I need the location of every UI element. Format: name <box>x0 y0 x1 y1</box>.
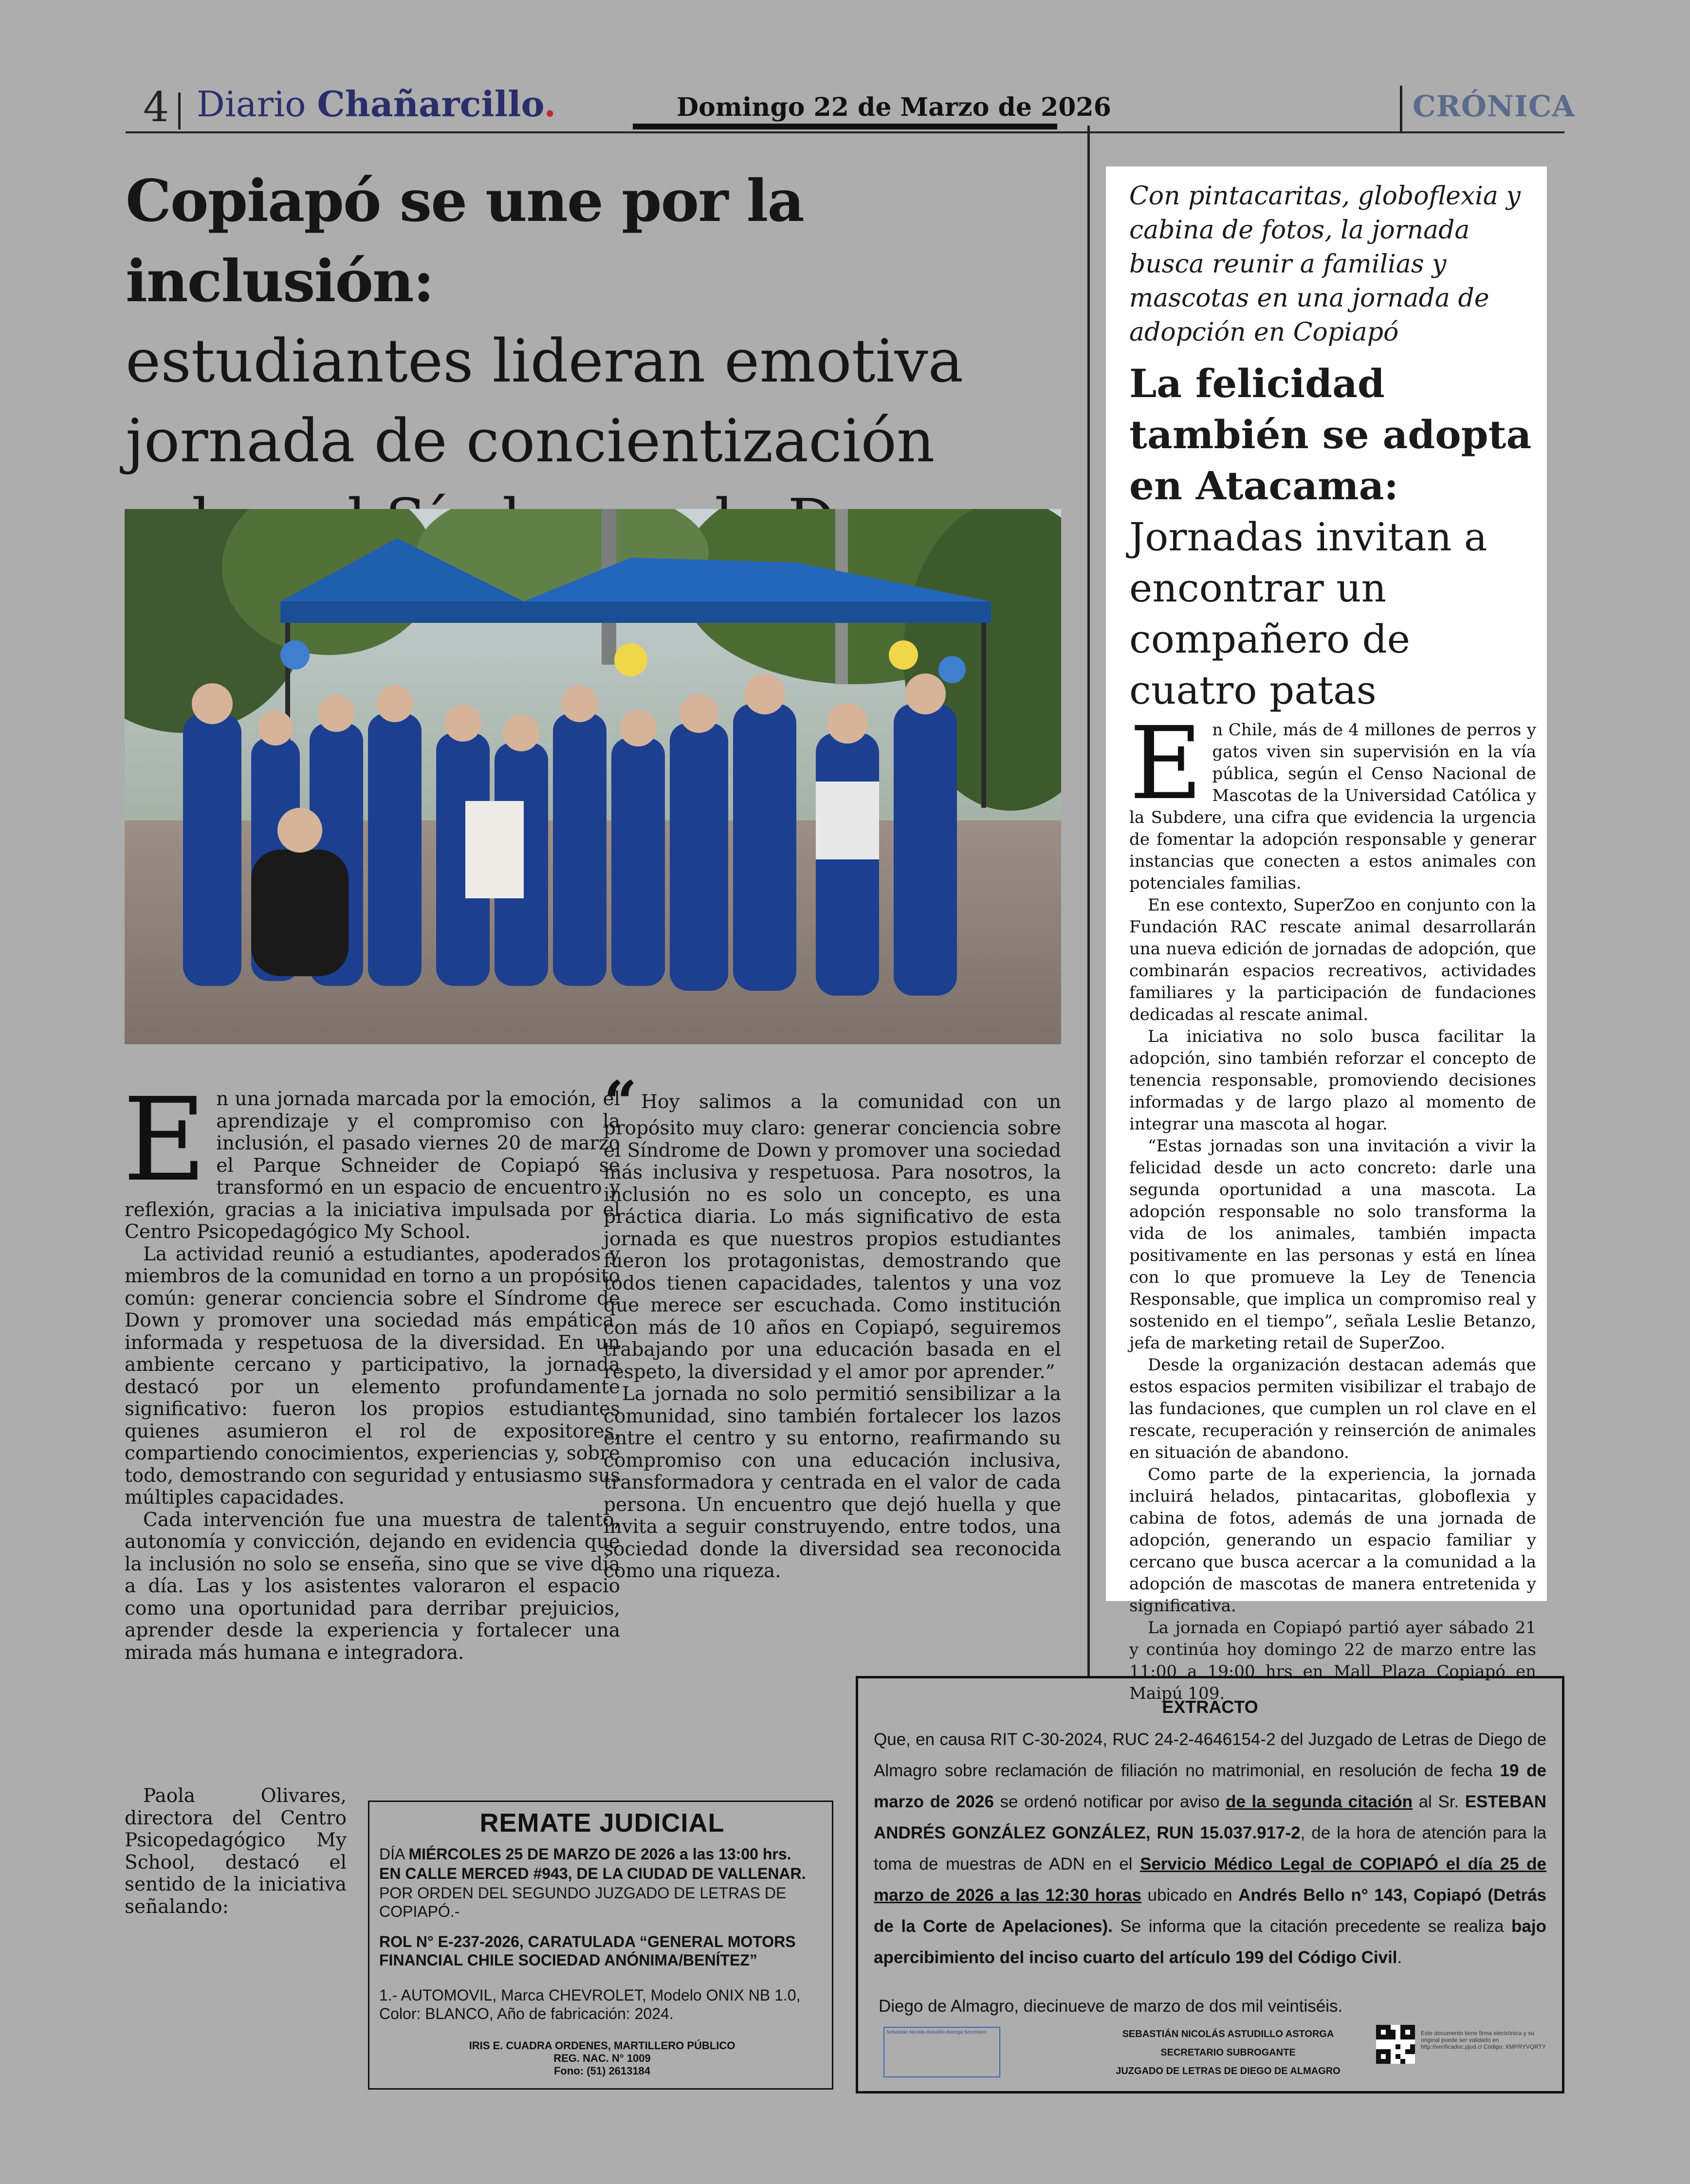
extracto-text: , de la hora de atención para la toma de muestras de ADN en el <box>874 1823 1546 1874</box>
signer-court: JUZGADO DE LETRAS DE DIEGO DE ALMAGRO <box>1116 2066 1341 2076</box>
extracto-closing: Diego de Almagro, diecinueve de marzo de dos mil veintiséis. <box>879 1997 1343 2016</box>
extracto-text: ubicado en <box>1141 1886 1239 1905</box>
remate-date-prefix: DÍA <box>379 1845 409 1863</box>
newspaper-brand <box>197 83 556 125</box>
quote-paragraph <box>604 1068 1061 1383</box>
remate-item: 1.- AUTOMOVIL, Marca CHEVROLET, Modelo ONIX NB 1.0, Color: BLANCO, Año de fabricación: 2024. <box>379 1986 801 2022</box>
extracto-warning: bajo apercibimiento del inciso cuarto del artículo 199 del Código Civil <box>874 1917 1546 1967</box>
article-column-2 <box>604 1068 1061 1583</box>
signer-name: SEBASTIÁN NICOLÁS ASTUDILLO ASTORGA <box>1122 2029 1334 2039</box>
article-paragraph: La actividad reunió a estudiantes, apoderados y miembros de la comunidad en torno a un propósito común: generar conciencia sobre el Síndrome de Down y promover una sociedad más empática, informada y respetuosa de la diversidad. En un ambiente cercano y participativo, la jornada destacó por un elemento profundamente significativo: fueron los propios estudiantes quienes asumieron el rol de expositores, compartiendo conocimientos, experiencias y, sobre todo, demostrando con seguridad y entusiasmo sus múltiples capacidades. <box>125 1243 620 1509</box>
sidebar-dropcap: E <box>1129 705 1203 822</box>
extracto-date: 19 de marzo de 2026 <box>874 1761 1546 1811</box>
brand-dot: . <box>544 83 556 125</box>
sidebar-paragraph: Desde la organización destacan además que estos espacios permiten visibilizar el trabajo de las fundaciones, que cumplen un rol clave en el rescate, recuperación y reinserción de animales en situación de abandono. <box>1129 1355 1536 1462</box>
sidebar-lead: Con pintacaritas, globoflexia y cabina de fotos, la jornada busca reunir a familias y mascotas en una jornada de adopción en Copiapó <box>1129 182 1521 347</box>
remate-registry: REG. NAC. N° 1009 <box>553 2052 651 2064</box>
quote-text: Hoy salimos a la comunidad con un propósito muy claro: generar conciencia sobre el Síndrome de Down y promover una sociedad más inclusiva y respetuosa. Para nosotros, la inclusión no es solo un concepto, es una práctica diaria. Lo más significativo de esta jornada es que nuestros propios estudiantes fueron los protagonistas, demostrando que todos tienen capacidades, talentos y una voz que merece ser escuchada. Como institución con más de 10 años en Copiapó, seguiremos trabajando por una educación basada en el respeto, la diversidad y el amor por aprender.” <box>604 1091 1061 1383</box>
article-photo <box>125 509 1061 1044</box>
quote-mark: “ <box>604 1068 638 1137</box>
header-rule <box>126 131 1564 133</box>
remate-judicial-ad <box>368 1801 833 2090</box>
sidebar-paragraph: Como parte de la experiencia, la jornada incluirá helados, pintacaritas, globoflexia y cabina de fotos, además de una jornada de adopción, generando un espacio familiar y cercano que busca acercar a la comunidad a la adopción de mascotas de manera entretenida y significativa. <box>1129 1465 1536 1616</box>
section-name: CRÓNICA <box>1413 90 1576 124</box>
dropcap: E <box>123 1073 207 1207</box>
date-underline <box>633 124 1057 129</box>
headline-rest: estudiantes lideran emotiva jornada de concientización <box>126 327 964 475</box>
extracto-text: al Sr. <box>1413 1792 1465 1811</box>
sidebar-headline-strong: La felicidad también se adopta en Atacama: <box>1129 361 1532 509</box>
signer-title: SECRETARIO SUBROGANTE <box>1160 2047 1296 2058</box>
sidebar-headline <box>1129 358 1538 716</box>
sidebar-paragraph: La jornada en Copiapó partió ayer sábado 21 y continúa hoy domingo 22 de marzo entre las 11:00 a 19:00 hrs en Mall Plaza Copiapó en Maipú 109. <box>1129 1618 1536 1703</box>
article-paragraph: n una jornada marcada por la emoción, el aprendizaje y el compromiso con la inclusión, el pasado viernes 20 de marzo el Parque Schneider de Copiapó se transformó en un espacio de encuentro y reflexión, gracias a la iniciativa impulsada por el Centro Psicopedagógico My School. <box>125 1088 620 1243</box>
sidebar-paragraph: n Chile, más de 4 millones de perros y gatos viven sin supervisión en la vía pública, según el Censo Nacional de Mascotas de la Universidad Católica y la Subdere, una cifra que evidencia la urgencia de fomentar la adopción responsable y generar instancias que conecten a estos animales con potenciales familias. <box>1129 720 1536 893</box>
column-divider <box>1087 126 1090 1678</box>
photo-students-group <box>125 509 1061 1044</box>
page-number-divider <box>178 92 181 129</box>
extracto-person: ESTEBAN ANDRÉS GONZÁLEZ GONZÁLEZ, RUN 15.037.917-2 <box>874 1792 1546 1842</box>
extracto-notice <box>856 1676 1564 2093</box>
page-number: 4 <box>143 83 169 131</box>
remate-date-line <box>379 1845 827 1863</box>
qr-validation-text: Este documento tiene firma electrónica y su original puede ser validado en http://verificadoc.pjud.cl Código: XMPRYVQRTY <box>1421 2030 1546 2050</box>
sidebar-headline-rest: Jornadas invitan a encontrar un compañero de cuatro patas <box>1129 514 1488 713</box>
remate-case: ROL N° E-237-2026, CARATULADA “GENERAL MOTORS FINANCIAL CHILE SOCIEDAD ANÓNIMA/BENÍTEZ” <box>379 1933 796 1969</box>
extracto-address: Andrés Bello n° 143, Copiapó (Detrás de la Corte de Apelaciones). <box>874 1886 1546 1936</box>
article-column-1-bottom <box>125 1785 347 1918</box>
sidebar-paragraph: La iniciativa no solo busca facilitar la adopción, sino también reforzar el concepto de tenencia responsable, promoviendo decisiones informadas y de largo plazo al momento de integrar una mascota al hogar. <box>1129 1027 1536 1134</box>
electronic-signature-seal: Sebastián Nicolás Astudillo Astorga Secretario <box>883 2027 1000 2077</box>
headline-strong: Copiapó se une por la inclusión: <box>126 167 804 315</box>
sidebar-body <box>1129 705 1536 1705</box>
issue-date: Domingo 22 de Marzo de 2026 <box>677 92 1111 122</box>
extracto-title: EXTRACTO <box>1162 1697 1258 1717</box>
remate-title: REMATE JUDICIAL <box>479 1808 725 1838</box>
sidebar-paragraph: “Estas jornadas son una invitación a vivir la felicidad desde un acto concreto: darle una segunda oportunidad a una mascota. La adopción responsable no solo transforma la vida de los animales, también impacta positivamente en las personas y está en línea con lo que promueve la Ley de Tenencia Responsable, que implica un compromiso real y sostenido en el tiempo”, señala Leslie Betanzo, jefa de marketing retail de SuperZoo. <box>1129 1136 1536 1353</box>
extracto-text: se ordenó notificar por aviso <box>993 1792 1226 1811</box>
remate-phone: Fono: (51) 2613184 <box>553 2065 651 2077</box>
qr-code-icon <box>1376 2025 1415 2064</box>
extracto-text: Se informa que la citación precedente se realiza <box>1112 1917 1512 1936</box>
main-headline <box>126 161 1065 561</box>
remate-auctioneer: IRIS E. CUADRA ORDENES, MARTILLERO PÚBLICO <box>469 2039 735 2052</box>
brand-prefix: Diario <box>197 84 317 125</box>
extracto-citation: de la segunda citación <box>1226 1792 1413 1811</box>
article-paragraph: Paola Olivares, directora del Centro Psicopedagógico My School, destacó el sentido de la iniciativa señalando: <box>125 1785 347 1918</box>
extracto-body <box>874 1724 1546 1973</box>
extracto-appointment: Servicio Médico Legal de COPIAPÓ el día 25 de marzo de 2026 a las 12:30 horas <box>874 1855 1546 1905</box>
extracto-text: . <box>1397 1948 1402 1967</box>
article-column-1 <box>123 1073 620 1664</box>
article-paragraph: Cada intervención fue una muestra de talento, autonomía y convicción, dejando en evidencia que la inclusión no solo se enseña, sino que se vive día a día. Las y los asistentes valoraron el espacio como una oportunidad para derribar prejuicios, aprender desde la experiencia y fortalecer una mirada más humana e integradora. <box>125 1509 620 1664</box>
brand-name: Chañarcillo <box>317 83 544 125</box>
sidebar-paragraph: En ese contexto, SuperZoo en conjunto con la Fundación RAC rescate animal desarrollarán una nueva edición de jornadas de adopción, que combinarán espacios recreativos, actividades familiares y la participación de fundaciones dedicadas al rescate animal. <box>1129 895 1536 1024</box>
remate-address: EN CALLE MERCED #943, DE LA CIUDAD DE VALLENAR. <box>379 1865 806 1882</box>
extracto-text: Que, en causa RIT C-30-2024, RUC 24-2-4646154-2 del Juzgado de Letras de Diego de Almagro sobre reclamación de filiación no matrimonial, en resolución de fecha <box>874 1730 1546 1780</box>
article-paragraph: La jornada no solo permitió sensibilizar a la comunidad, sino también fortalecer los lazos entre el centro y su entorno, reafirmando su compromiso con una educación inclusiva, transformadora y centrada en el valor de cada persona. Un encuentro que dejó huella y que invita a seguir construyendo, entre todos, una sociedad donde la diversidad sea reconocida como una riqueza. <box>604 1383 1061 1582</box>
remate-court: POR ORDEN DEL SEGUNDO JUZGADO DE LETRAS DE COPIAPÓ.- <box>379 1884 787 1920</box>
remate-date: MIÉRCOLES 25 DE MARZO DE 2026 a las 13:00 hrs. <box>408 1845 791 1863</box>
section-divider <box>1400 86 1402 132</box>
